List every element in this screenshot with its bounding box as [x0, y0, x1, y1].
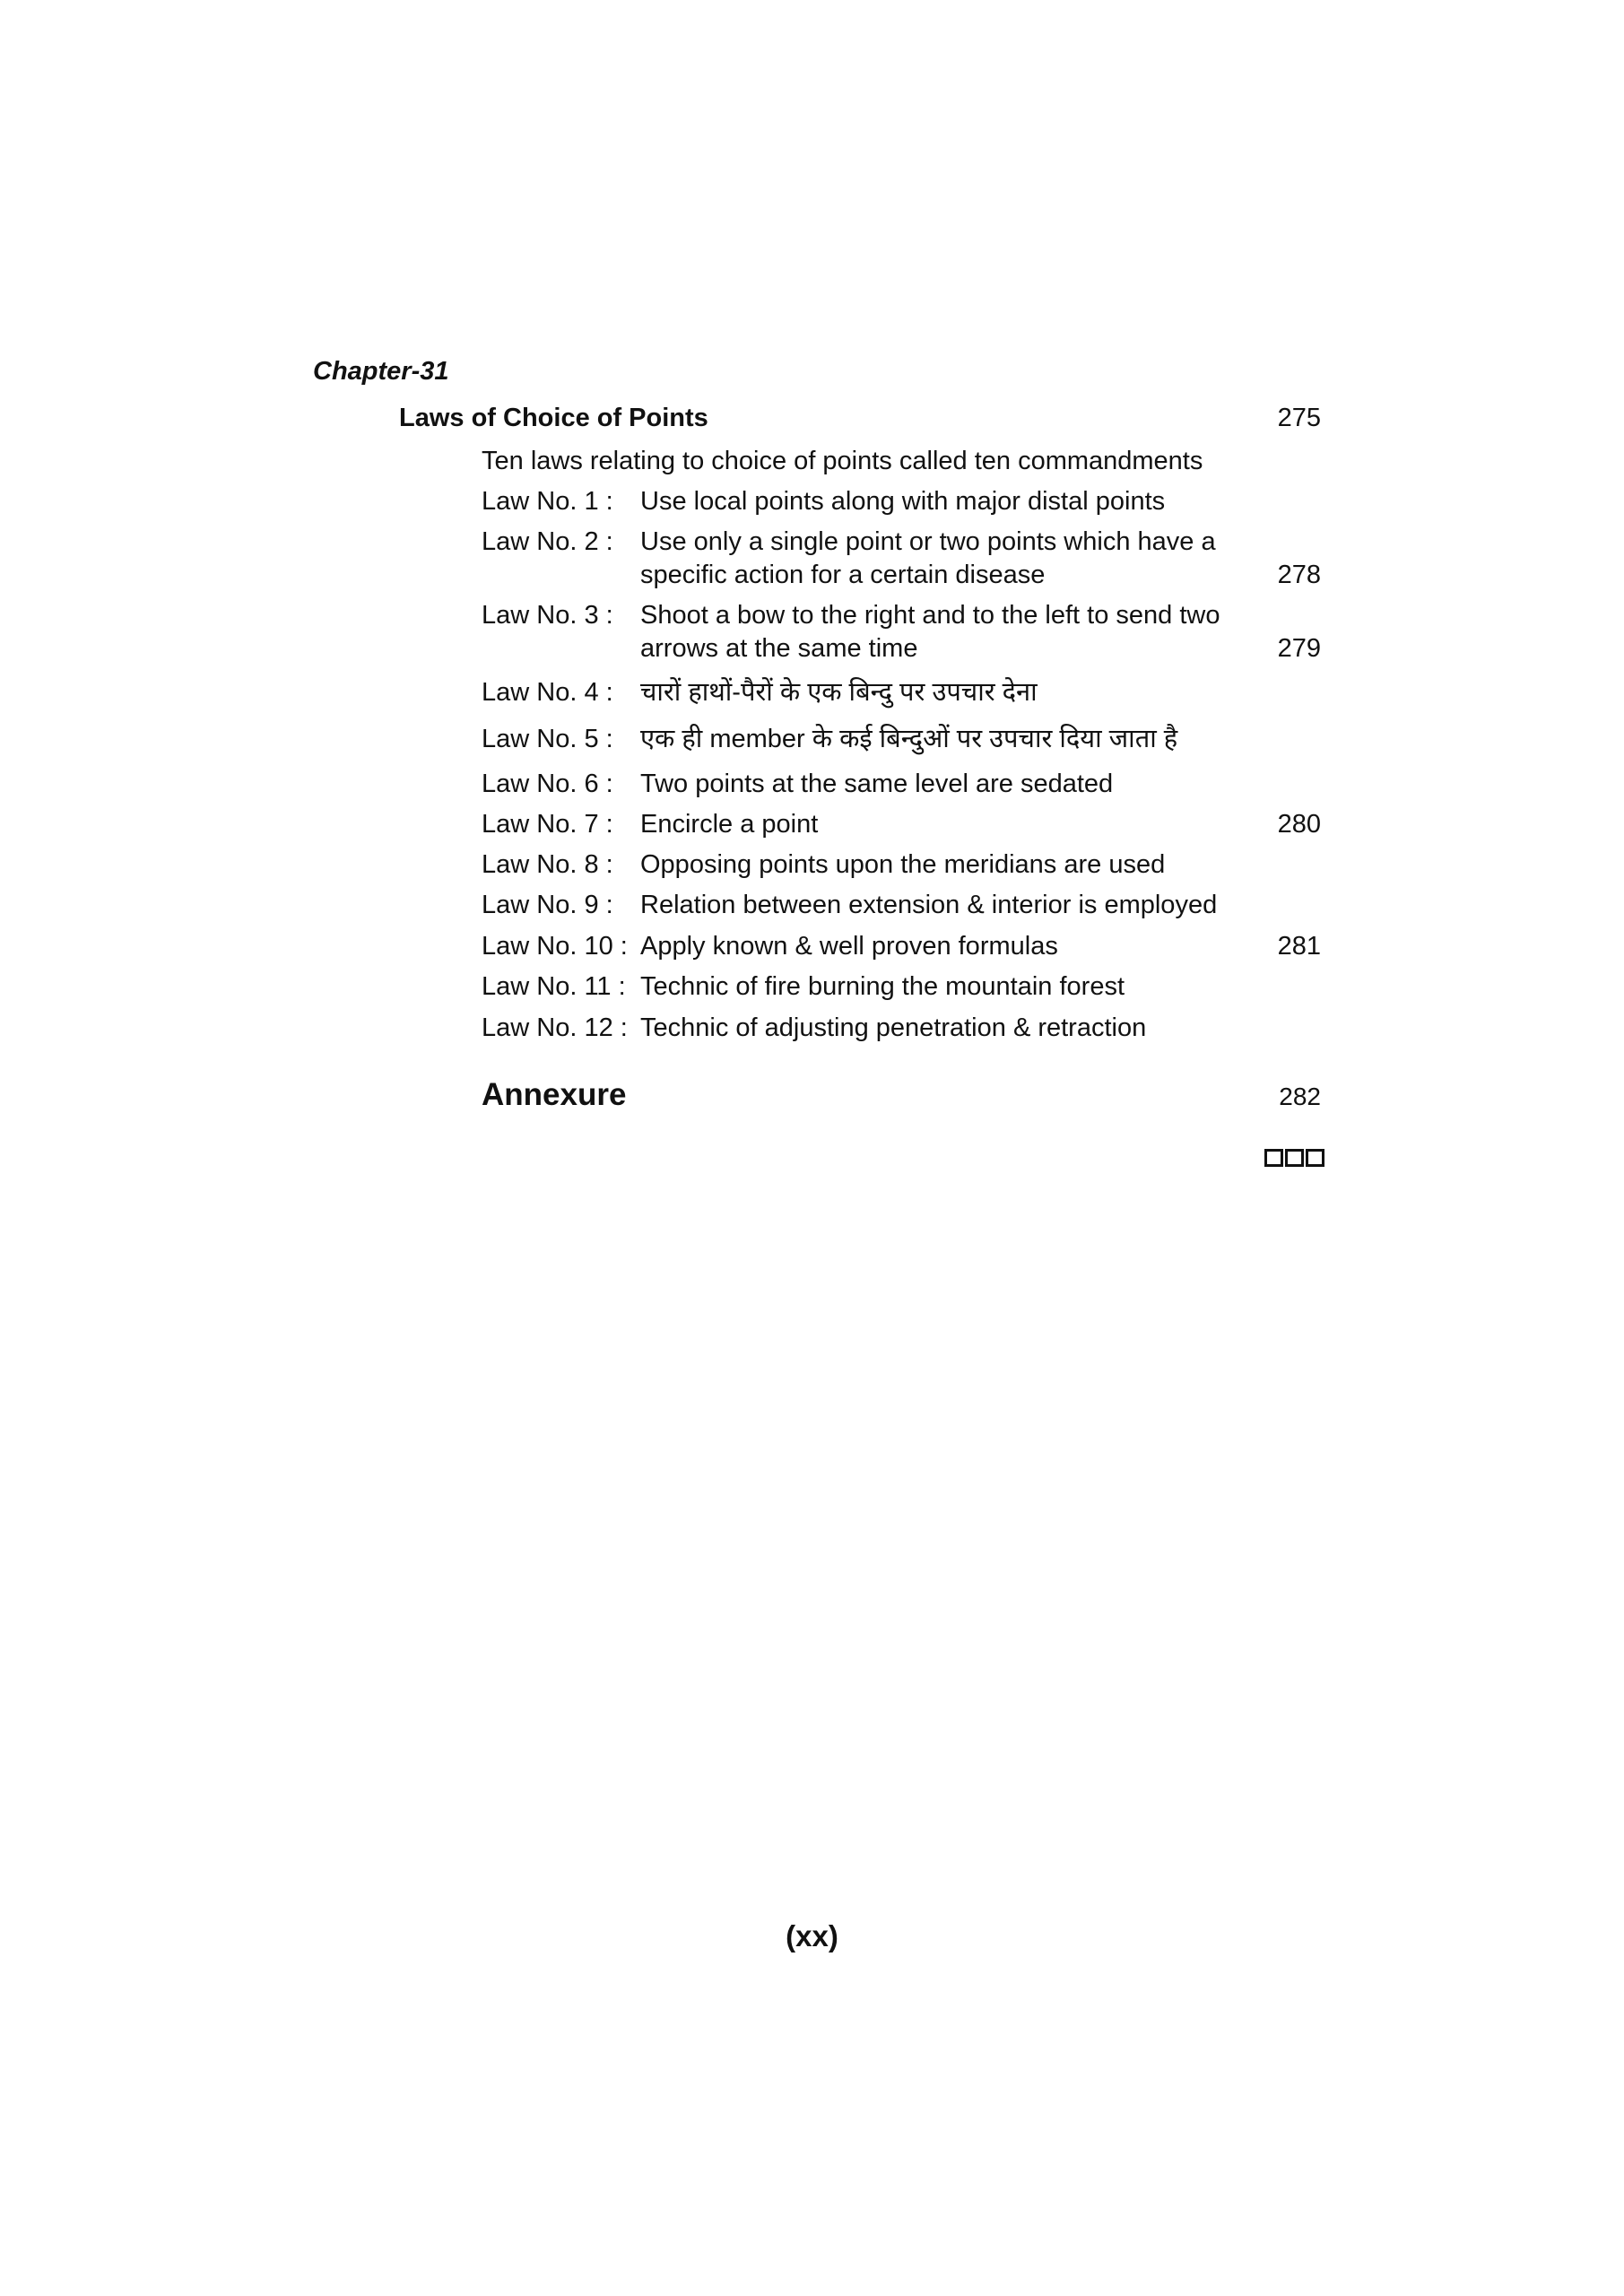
law-text: Use local points along with major distal points — [640, 487, 1166, 516]
law-text: Technic of adjusting penetration & retraction — [640, 1013, 1147, 1042]
law-label: Law No. 1 : — [482, 487, 613, 516]
law-label: Law No. 10 : — [482, 932, 628, 961]
section-page-number: 275 — [1277, 404, 1321, 432]
law-text: Two points at the same level are sedated — [640, 770, 1114, 798]
law-label: Law No. 8 : — [482, 850, 613, 879]
law-label: Law No. 9 : — [482, 891, 613, 919]
page-number-footer: (xx) — [786, 1919, 838, 1952]
law-label: Law No. 6 : — [482, 770, 613, 798]
annexure-page-number: 282 — [1279, 1083, 1321, 1110]
law-text: Shoot a bow to the right and to the left to send two arrows at the same time — [640, 601, 1220, 663]
law-text: चारों हाथों-पैरों के एक बिन्दु पर उपचार देना — [640, 678, 1038, 707]
law-text: Encircle a point — [640, 810, 819, 839]
end-of-section-mark — [1264, 1149, 1324, 1167]
law-text: Technic of fire burning the mountain forest — [640, 972, 1125, 1001]
law-page-number: 278 — [1277, 561, 1321, 589]
law-page-number: 279 — [1277, 634, 1321, 663]
law-page-number: 280 — [1277, 810, 1321, 839]
law-label: Law No. 7 : — [482, 810, 613, 839]
law-label: Law No. 3 : — [482, 601, 613, 630]
chapter-heading: Chapter-31 — [313, 357, 449, 386]
square-icon — [1285, 1149, 1304, 1167]
section-title: Laws of Choice of Points — [399, 404, 708, 432]
intro-line: Ten laws relating to choice of points called ten commandments — [482, 447, 1203, 475]
law-text: Opposing points upon the meridians are used — [640, 850, 1166, 879]
law-label: Law No. 11 : — [482, 972, 626, 1001]
law-label: Law No. 4 : — [482, 678, 613, 707]
law-label: Law No. 12 : — [482, 1013, 628, 1042]
law-page-number: 281 — [1277, 932, 1321, 961]
law-text: Apply known & well proven formulas — [640, 932, 1058, 961]
law-text: Use only a single point or two points which have a specific action for a certain disease — [640, 527, 1216, 589]
law-text: एक ही member के कई बिन्दुओं पर उपचार दिया जाता है — [640, 725, 1178, 753]
law-label: Law No. 5 : — [482, 725, 613, 753]
square-icon — [1264, 1149, 1283, 1167]
square-icon — [1306, 1149, 1324, 1167]
law-text: Relation between extension & interior is employed — [640, 891, 1218, 919]
annexure-heading: Annexure — [482, 1077, 627, 1112]
law-label: Law No. 2 : — [482, 527, 613, 556]
